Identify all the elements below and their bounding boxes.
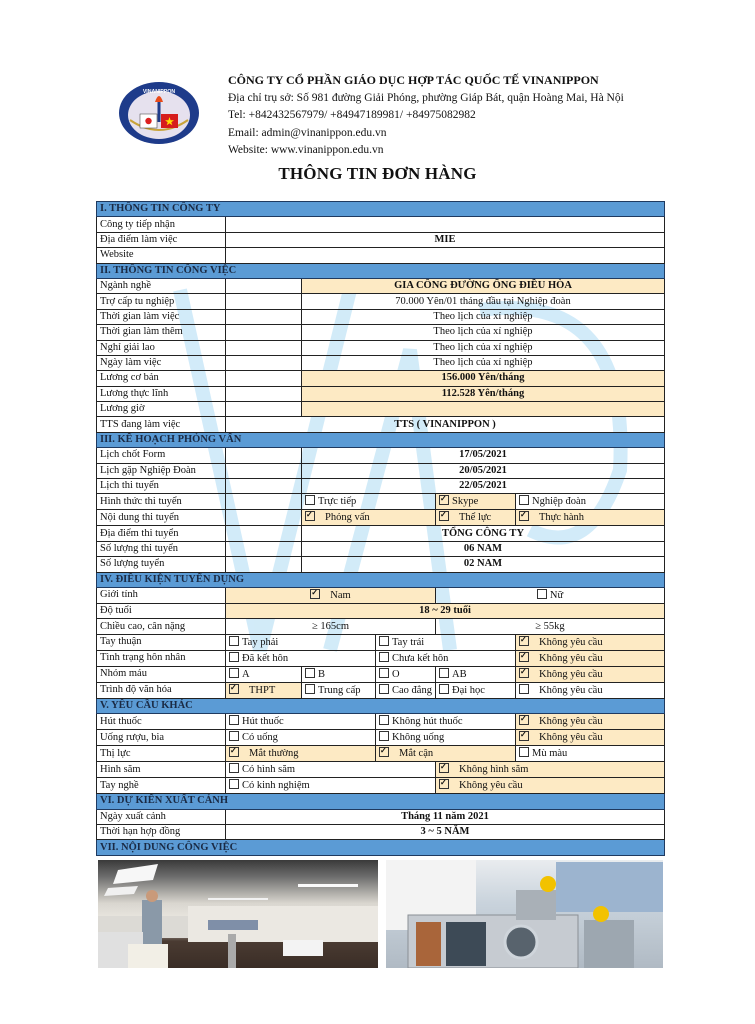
table-row: Website [97, 248, 665, 263]
option-label: AB [452, 668, 467, 680]
table-row: Số lượng thi tuyển 06 NAM [97, 541, 665, 556]
job-photos [96, 858, 664, 970]
table-row: Lương thực lĩnh 112.528 Yên/tháng [97, 386, 665, 401]
company-address: Địa chỉ trụ sở: Số 981 đường Giải Phóng, phường Giáp Bát, quận Hoàng Mai, Hà Nội [228, 91, 624, 104]
table-row: Trình độ văn hóa ✓ THPT Trung cấp Cao đẳng Đại học Không yêu cầu [97, 682, 665, 698]
checkbox-empty-icon[interactable] [229, 779, 239, 789]
checkbox-empty-icon[interactable] [305, 684, 315, 694]
table-row: Công ty tiếp nhận [97, 217, 665, 232]
checkbox-empty-icon[interactable] [305, 668, 315, 678]
option-cell[interactable] [226, 650, 376, 666]
checkbox-checked-icon[interactable] [439, 779, 449, 789]
option-cell[interactable] [302, 682, 376, 698]
option-cell[interactable] [436, 762, 665, 778]
checkbox-empty-icon[interactable] [379, 652, 389, 662]
checkbox-checked-icon[interactable] [439, 763, 449, 773]
option-cell[interactable] [516, 650, 665, 666]
table-row: Thời gian làm thêm Theo lịch của xí nghiệp [97, 325, 665, 340]
option-label: Skype [452, 496, 479, 508]
option-label: B [318, 668, 326, 680]
option-cell[interactable] [516, 494, 665, 510]
option-label: Thể lực [459, 512, 492, 524]
checkbox-checked-icon[interactable] [229, 747, 239, 757]
section-company-info: I. THÔNG TIN CÔNG TY [97, 202, 665, 217]
option-cell[interactable] [436, 682, 516, 698]
option-label: Cao đẳng [392, 684, 432, 696]
checkbox-empty-icon[interactable] [439, 668, 449, 678]
page-title: THÔNG TIN ĐƠN HÀNG [278, 164, 477, 183]
checkbox-checked-icon[interactable] [519, 731, 529, 741]
checkbox-checked-icon[interactable] [305, 511, 315, 521]
table-row: Nhóm máu A B O AB ✓ Không yêu cầu [97, 666, 665, 682]
option-cell[interactable] [226, 714, 376, 730]
table-row: Hình thức thi tuyển Trực tiếp ✓ Skype Nghiệp đoàn [97, 494, 665, 510]
table-row: Tay thuận Tay phải Tay trái ✓ Không yêu cầu [97, 634, 665, 650]
checkbox-empty-icon[interactable] [379, 668, 389, 678]
option-cell[interactable] [226, 682, 302, 698]
option-cell[interactable] [436, 510, 516, 526]
checkbox-checked-icon[interactable] [519, 636, 529, 646]
option-label: Đại học [452, 684, 485, 696]
table-row: Hút thuốc Hút thuốc Không hút thuốc ✓ Không yêu cầu [97, 714, 665, 730]
option-label: Không yêu cầu [539, 684, 603, 696]
checkbox-checked-icon[interactable] [229, 684, 239, 694]
company-email: Email: admin@vinanippon.edu.vn [228, 126, 387, 139]
option-cell[interactable] [516, 666, 665, 682]
option-cell[interactable] [436, 587, 665, 603]
option-cell[interactable] [226, 666, 302, 682]
table-row: Ngày làm việc Theo lịch của xí nghiệp [97, 355, 665, 370]
checkbox-checked-icon[interactable] [519, 511, 529, 521]
option-label: Tay phải [242, 636, 279, 648]
option-cell[interactable] [376, 634, 516, 650]
company-logo [116, 80, 202, 146]
option-label: Nữ [549, 589, 564, 601]
table-row: Tay nghề Có kinh nghiệm ✓ Không yêu cầu [97, 778, 665, 794]
option-label: Nam [330, 589, 351, 601]
checkbox-checked-icon[interactable] [379, 747, 389, 757]
option-label: Có kinh nghiệm [242, 780, 310, 792]
option-label: A [242, 668, 250, 680]
option-cell[interactable] [302, 494, 436, 510]
option-cell[interactable] [376, 746, 516, 762]
section-job-description: VII. NỘI DUNG CÔNG VIỆC [97, 840, 665, 855]
option-cell[interactable] [376, 666, 436, 682]
option-label: Nghiệp đoàn [532, 496, 586, 508]
checkbox-checked-icon[interactable] [310, 589, 320, 599]
option-label: Mắt thường [249, 748, 299, 760]
option-label: Không yêu cầu [539, 668, 603, 680]
table-row: Nội dung thi tuyển ✓ Phỏng vấn ✓ Thể lực ✓ Thực hành [97, 510, 665, 526]
option-cell[interactable] [376, 714, 516, 730]
checkbox-empty-icon[interactable] [379, 684, 389, 694]
checkbox-empty-icon[interactable] [519, 495, 529, 505]
option-label: Mắt cận [399, 748, 434, 760]
option-cell[interactable] [226, 778, 436, 794]
option-label: Trung cấp [318, 684, 361, 696]
table-row: Thời gian làm việc Theo lịch của xí nghiệp [97, 309, 665, 324]
option-label: Có uống [242, 732, 278, 744]
checkbox-empty-icon[interactable] [229, 668, 239, 678]
checkbox-empty-icon[interactable] [379, 636, 389, 646]
option-cell[interactable] [516, 634, 665, 650]
option-cell[interactable] [436, 778, 665, 794]
rooftop-air-conditioner-repair-photo [386, 860, 663, 968]
checkbox-checked-icon[interactable] [439, 511, 449, 521]
option-cell[interactable] [376, 650, 516, 666]
option-cell[interactable] [226, 730, 376, 746]
option-cell[interactable] [226, 634, 376, 650]
order-info-table [96, 201, 665, 856]
option-cell[interactable] [516, 730, 665, 746]
option-cell[interactable] [376, 730, 516, 746]
table-row: Tình trạng hôn nhân Đã kết hôn Chưa kết hôn ✓ Không yêu cầu [97, 650, 665, 666]
table-row: Lịch thi tuyển 22/05/2021 [97, 479, 665, 494]
checkbox-empty-icon[interactable] [519, 684, 529, 694]
option-label: Không hình săm [459, 764, 529, 776]
checkbox-empty-icon[interactable] [229, 731, 239, 741]
table-row: Hình săm Có hình săm ✓ Không hình săm [97, 762, 665, 778]
option-cell[interactable] [376, 682, 436, 698]
checkbox-checked-icon[interactable] [519, 652, 529, 662]
table-row: Nghỉ giải lao Theo lịch của xí nghiệp [97, 340, 665, 355]
company-website: Website: www.vinanippon.edu.vn [228, 144, 384, 156]
table-row: Lương giờ [97, 402, 665, 417]
option-label: Không yêu cầu [539, 716, 603, 728]
table-row: Ngày xuất cảnh Tháng 11 năm 2021 [97, 809, 665, 824]
option-label: Tay trái [392, 636, 425, 648]
table-row: Địa điểm làm việc MIE [97, 232, 665, 247]
table-row: Lịch chốt Form 17/05/2021 [97, 448, 665, 463]
option-cell[interactable] [516, 682, 665, 698]
checkbox-empty-icon[interactable] [379, 731, 389, 741]
option-label: THPT [249, 684, 276, 696]
option-label: Không hút thuốc [392, 716, 463, 728]
table-row: Địa điểm thi tuyển TỔNG CÔNG TY [97, 526, 665, 541]
section-interview-plan: III. KẾ HOẠCH PHỎNG VẤN [97, 432, 665, 447]
office-ceiling-installation-photo [98, 860, 378, 968]
table-row: Thời hạn hợp đồng 3 ~ 5 NĂM [97, 824, 665, 839]
option-label: Không yêu cầu [539, 636, 603, 648]
checkbox-checked-icon[interactable] [519, 668, 529, 678]
option-cell[interactable] [516, 746, 665, 762]
table-row: Thị lực ✓ Mắt thường ✓ Mắt cận Mù màu [97, 746, 665, 762]
option-label: Chưa kết hôn [392, 652, 449, 664]
checkbox-empty-icon[interactable] [379, 715, 389, 725]
checkbox-empty-icon[interactable] [439, 684, 449, 694]
checkbox-empty-icon[interactable] [229, 715, 239, 725]
section-recruitment-conditions: IV. ĐIỀU KIỆN TUYỂN DỤNG [97, 572, 665, 587]
option-cell[interactable] [436, 494, 516, 510]
company-header [228, 72, 624, 160]
table-row: Giới tính ✓ Nam Nữ [97, 587, 665, 603]
table-row: Trợ cấp tu nghiệp 70.000 Yên/01 tháng đầu tại Nghiệp đoàn [97, 294, 665, 309]
checkbox-empty-icon[interactable] [537, 589, 547, 599]
section-job-info: II. THÔNG TIN CÔNG VIỆC [97, 263, 665, 278]
option-cell[interactable] [302, 510, 436, 526]
table-row: TTS đang làm việc TTS ( VINANIPPON ) [97, 417, 665, 432]
option-cell[interactable] [226, 587, 436, 603]
option-cell[interactable] [226, 762, 436, 778]
option-cell[interactable] [436, 666, 516, 682]
table-row: Uống rượu, bia Có uống Không uống ✓ Không yêu cầu [97, 730, 665, 746]
option-label: Đã kết hôn [242, 652, 289, 664]
option-label: Phỏng vấn [325, 512, 370, 524]
logo-text: VINANIPPON [142, 89, 176, 95]
option-label: Không uống [392, 732, 445, 744]
option-label: Thực hành [539, 512, 585, 524]
checkbox-empty-icon[interactable] [305, 495, 315, 505]
option-label: Không yêu cầu [539, 652, 603, 664]
table-row: Độ tuổi 18 ~ 29 tuổi [97, 603, 665, 618]
option-label: Không yêu cầu [539, 732, 603, 744]
option-label: Mù màu [532, 748, 568, 760]
table-row: Chiều cao, cân nặng ≥ 165cm ≥ 55kg [97, 619, 665, 634]
company-phone: Tel: +842432567979/ +84947189981/ +84975082982 [228, 109, 476, 121]
option-label: Không yêu cầu [459, 780, 523, 792]
option-label: Hút thuốc [242, 716, 284, 728]
table-row: Ngành nghề GIA CÔNG ĐƯỜNG ỐNG ĐIỀU HÒA [97, 278, 665, 293]
checkbox-empty-icon[interactable] [229, 636, 239, 646]
option-cell[interactable] [516, 510, 665, 526]
checkbox-empty-icon[interactable] [519, 747, 529, 757]
option-cell[interactable] [516, 714, 665, 730]
checkbox-checked-icon[interactable] [519, 715, 529, 725]
option-cell[interactable] [226, 746, 376, 762]
company-name: CÔNG TY CỔ PHẦN GIÁO DỤC HỢP TÁC QUỐC TẾ VINANIPPON [228, 73, 599, 87]
option-label: Trực tiếp [318, 496, 357, 508]
table-row: Lương cơ bản 156.000 Yên/tháng [97, 371, 665, 386]
checkbox-empty-icon[interactable] [229, 652, 239, 662]
option-label: Có hình săm [242, 764, 296, 776]
checkbox-empty-icon[interactable] [229, 763, 239, 773]
table-row: Lịch gặp Nghiệp Đoàn 20/05/2021 [97, 463, 665, 478]
section-other-requirements: V. YÊU CẦU KHÁC [97, 698, 665, 713]
option-label: O [392, 668, 400, 680]
table-row: Số lượng tuyển 02 NAM [97, 557, 665, 572]
section-departure-plan: VI. DỰ KIẾN XUẤT CẢNH [97, 794, 665, 809]
option-cell[interactable] [302, 666, 376, 682]
checkbox-checked-icon[interactable] [439, 495, 449, 505]
